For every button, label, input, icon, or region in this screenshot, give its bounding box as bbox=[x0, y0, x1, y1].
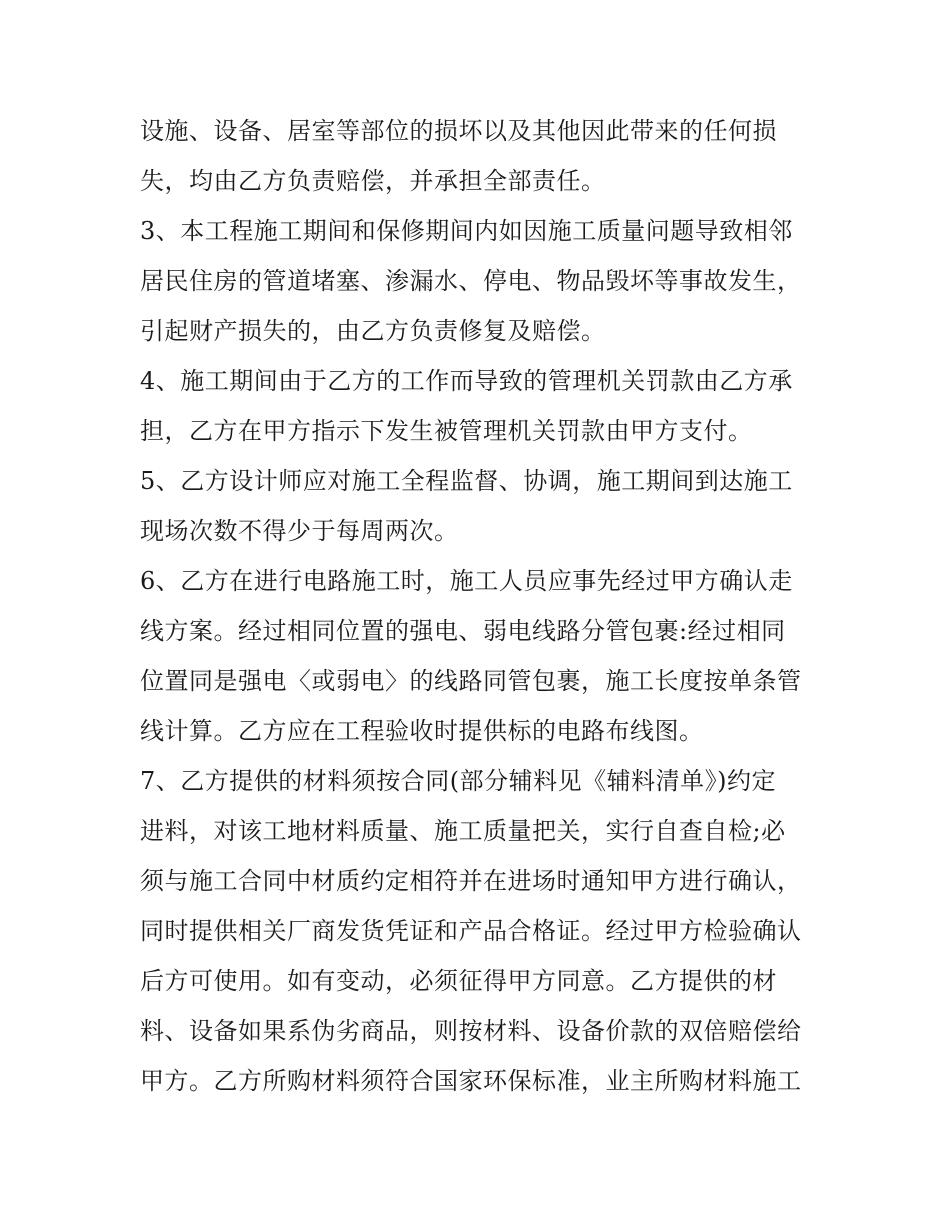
clause-6-line: 6、乙方在进行电路施工时，施工人员应事先经过甲方确认走 bbox=[140, 567, 793, 595]
contract-body-text bbox=[140, 106, 820, 1106]
text-line: 须与施工合同中材质约定相符并在进场时通知甲方进行确认， bbox=[140, 867, 802, 895]
text-line: 同时提供相关厂商发货凭证和产品合格证。经过甲方检验确认 bbox=[140, 917, 802, 945]
text-line: 位置同是强电〈或弱电〉的线路同管包裹，施工长度按单条管 bbox=[140, 667, 802, 695]
text-line: 失，均由乙方负责赔偿，并承担全部责任。 bbox=[140, 167, 606, 195]
text-line: 担，乙方在甲方指示下发生被管理机关罚款由甲方支付。 bbox=[140, 417, 753, 445]
text-line: 引起财产损失的，由乙方负责修复及赔偿。 bbox=[140, 317, 606, 345]
text-line: 后方可使用。如有变动，必须征得甲方同意。乙方提供的材 bbox=[140, 967, 777, 995]
clause-3-line: 3、本工程施工期间和保修期间内如因施工质量问题导致相邻 bbox=[140, 217, 793, 245]
text-line: 线方案。经过相同位置的强电、弱电线路分管包裹:经过相同 bbox=[140, 617, 786, 645]
text-line: 居民住房的管道堵塞、渗漏水、停电、物品毁坏等事故发生， bbox=[140, 267, 802, 295]
text-line: 甲方。乙方所购材料须符合国家环保标准，业主所购材料施工 bbox=[140, 1067, 802, 1095]
text-line: 设施、设备、居室等部位的损坏以及其他因此带来的任何损 bbox=[140, 117, 777, 145]
clause-4-line: 4、施工期间由于乙方的工作而导致的管理机关罚款由乙方承 bbox=[140, 367, 793, 395]
text-line: 料、设备如果系伪劣商品，则按材料、设备价款的双倍赔偿给 bbox=[140, 1017, 802, 1045]
clause-5-line: 5、乙方设计师应对施工全程监督、协调，施工期间到达施工 bbox=[140, 467, 793, 495]
text-line: 线计算。乙方应在工程验收时提供标的电路布线图。 bbox=[140, 717, 704, 745]
clause-7-line: 7、乙方提供的材料须按合同(部分辅料见《辅料清单》)约定 bbox=[140, 767, 776, 795]
text-line: 现场次数不得少于每周两次。 bbox=[140, 517, 459, 545]
text-line: 进料，对该工地材料质量、施工质量把关，实行自查自检;必 bbox=[140, 817, 786, 845]
